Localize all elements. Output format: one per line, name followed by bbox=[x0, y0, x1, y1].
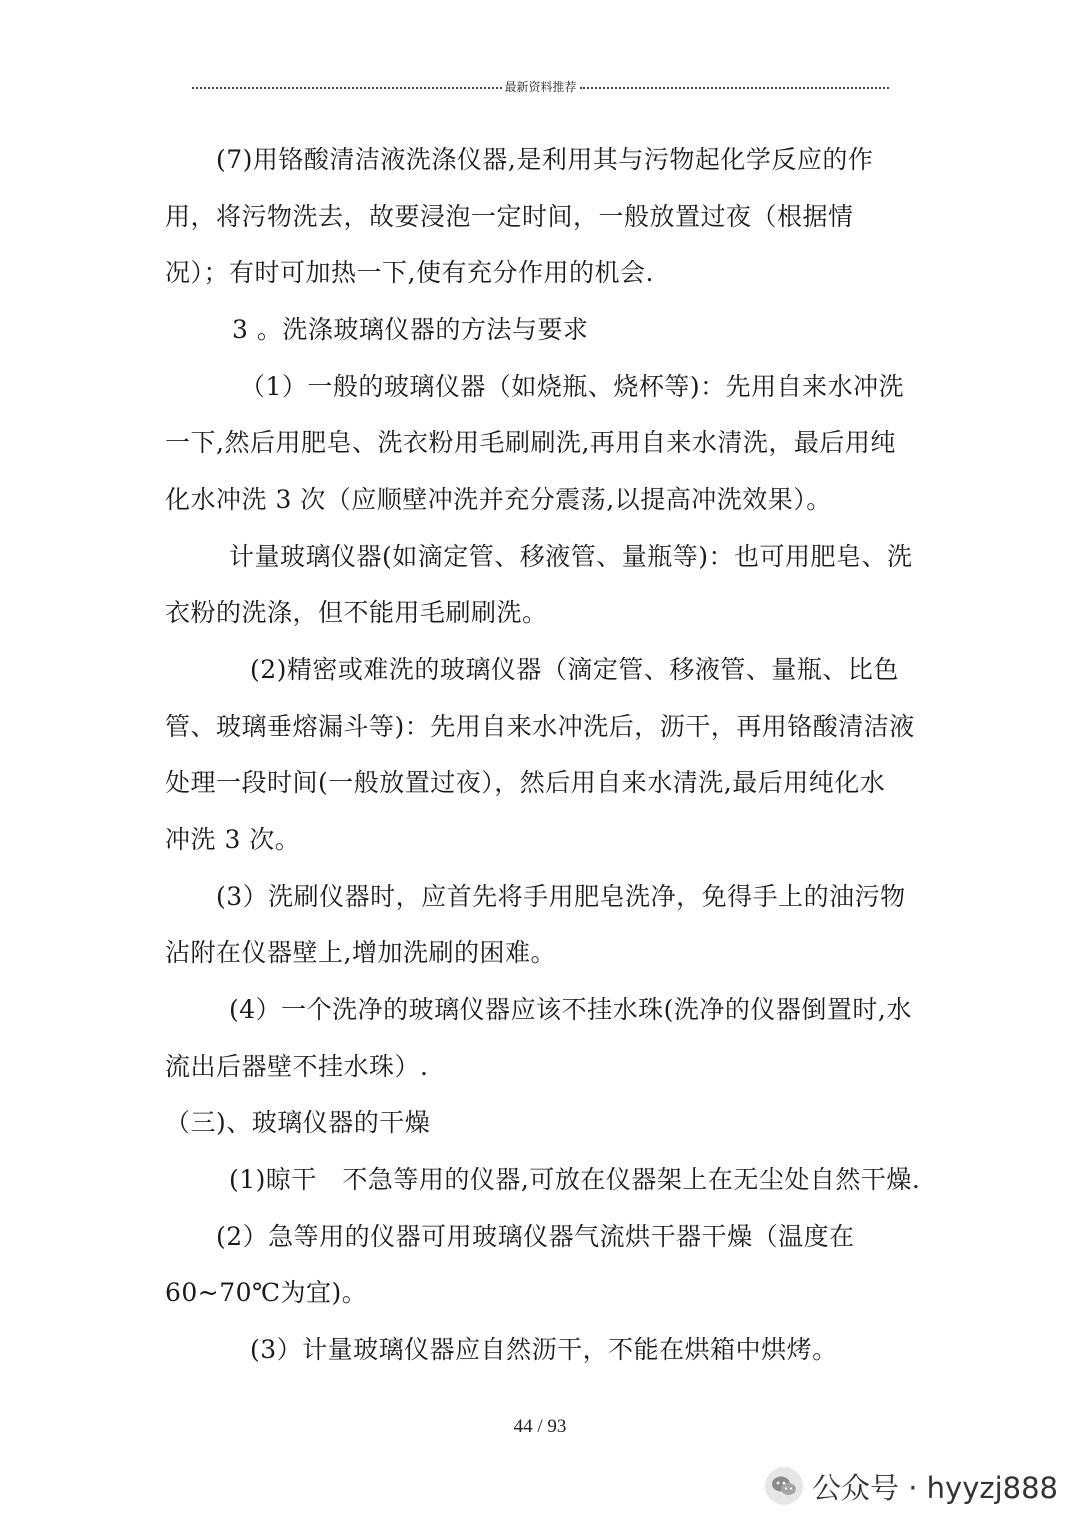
paragraph-line: 处理一段时间(一般放置过夜），然后用自来水清洗,最后用纯化水 bbox=[165, 768, 886, 797]
paragraph-line: (7)用铬酸清洁液洗涤仪器,是利用其与污物起化学反应的作 bbox=[216, 145, 874, 174]
paragraph-line: (3）洗刷仪器时，应首先将手用肥皂洗净，免得手上的油污物 bbox=[216, 882, 906, 911]
paragraph-line: 衣粉的洗涤，但不能用毛刷刷洗。 bbox=[165, 598, 548, 627]
paragraph-line: 一下,然后用肥皂、洗衣粉用毛刷刷洗,再用自来水清洗，最后用纯 bbox=[165, 428, 896, 457]
paragraph-line: 用，将污物洗去，故要浸泡一定时间，一般放置过夜（根据情 bbox=[165, 202, 854, 231]
paragraph-line: (2）急等用的仪器可用玻璃仪器气流烘干器干燥（温度在 bbox=[216, 1222, 855, 1251]
header-title: 最新资料推荐 bbox=[504, 79, 577, 94]
section-heading: （三)、玻璃仪器的干燥 bbox=[165, 1108, 431, 1137]
paragraph-line: 流出后器壁不挂水珠）. bbox=[165, 1052, 429, 1081]
paragraph-line: (3）计量玻璃仪器应自然沥干，不能在烘箱中烘烤。 bbox=[250, 1335, 838, 1364]
paragraph-line: 况）；有时可加热一下,使有充分作用的机会. bbox=[165, 258, 654, 287]
paragraph-line: 60~70℃为宜)。 bbox=[165, 1278, 368, 1307]
paragraph-line: 计量玻璃仪器(如滴定管、移液管、量瓶等)：也可用肥皂、洗 bbox=[229, 542, 913, 571]
paragraph-line: 化水冲洗 3 次（应顺壁冲洗并充分震荡,以提高冲洗效果）。 bbox=[165, 485, 832, 514]
page-number: 44 / 93 bbox=[513, 1416, 567, 1437]
paragraph-line: （1）一般的玻璃仪器（如烧瓶、烧杯等)：先用自来水冲洗 bbox=[240, 372, 905, 401]
paragraph-line: 沾附在仪器壁上,增加洗刷的困难。 bbox=[165, 938, 556, 967]
watermark bbox=[764, 1466, 1058, 1506]
paragraph-line: (4）一个洗净的玻璃仪器应该不挂水珠(洗净的仪器倒置时,水 bbox=[229, 995, 912, 1024]
section-heading: 3 。洗涤玻璃仪器的方法与要求 bbox=[232, 315, 589, 344]
watermark-text: 公众号 · hyyzj888 bbox=[812, 1470, 1058, 1505]
paragraph-line: (2)精密或难洗的玻璃仪器（滴定管、移液管、量瓶、比色 bbox=[250, 655, 899, 684]
paragraph-line: (1)晾干 不急等用的仪器,可放在仪器架上在无尘处自然干燥. bbox=[229, 1165, 921, 1194]
header-dotted-rule-left bbox=[192, 87, 502, 89]
page-header bbox=[192, 76, 889, 96]
paragraph-line: 管、玻璃垂熔漏斗等)：先用自来水冲洗后，沥干，再用铬酸清洁液 bbox=[165, 712, 915, 741]
header-dotted-rule-right bbox=[580, 87, 890, 89]
wechat-icon bbox=[764, 1466, 804, 1506]
paragraph-line: 冲洗 3 次。 bbox=[165, 825, 301, 854]
